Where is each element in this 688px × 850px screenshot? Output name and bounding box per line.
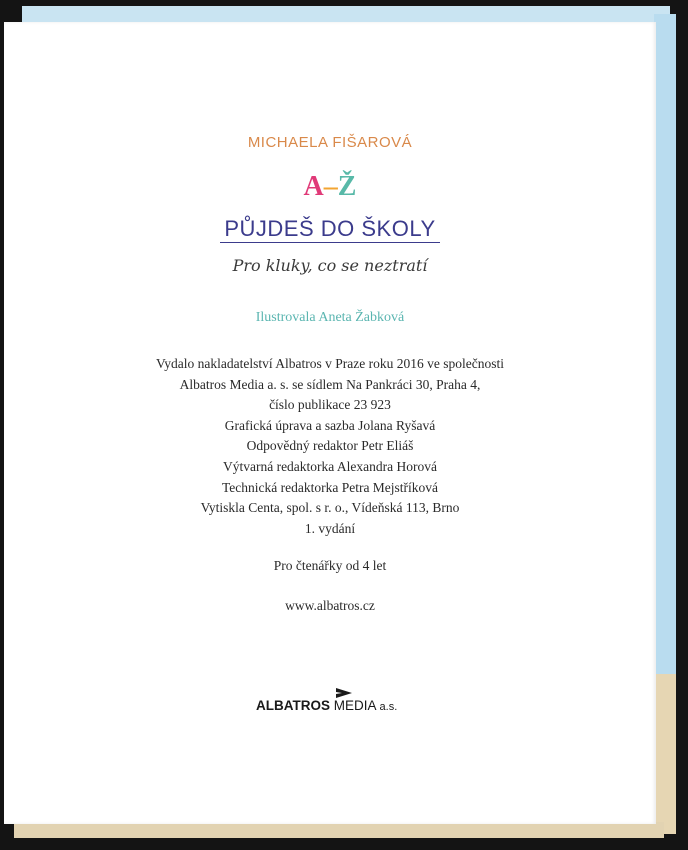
colophon-line: 1. vydání [304, 520, 356, 536]
colophon-line: Albatros Media a. s. se sídlem Na Pankráci 30, Praha 4, [179, 376, 481, 392]
publisher-name-bold: ALBATROS [256, 698, 330, 713]
book-title-text: PŮJDEŠ DO ŠKOLY [220, 216, 439, 243]
az-letter-z: Ž [337, 171, 357, 202]
colophon [4, 354, 656, 539]
colophon-line: číslo publikace 23 923 [269, 397, 391, 413]
az-letter-a: A [303, 171, 324, 202]
book-edge-bottom [14, 822, 664, 838]
book-subtitle: Pro kluky, co se neztratí [232, 256, 428, 275]
colophon-line: Odpovědný redaktor Petr Eliáš [246, 438, 414, 454]
publisher-name-media: MEDIA [333, 698, 376, 713]
colophon-line: Technická redaktorka Petra Mejstříková [221, 479, 439, 495]
publisher-name-as: a.s. [379, 701, 398, 713]
title-page [4, 22, 656, 824]
albatros-flag-icon [336, 688, 354, 698]
book-title [4, 216, 656, 242]
colophon-line: Vytiskla Centa, spol. s r. o., Vídeňská 113, Brno [200, 500, 460, 516]
colophon-line: Výtvarná redaktorka Alexandra Horová [222, 458, 438, 474]
website-link[interactable]: www.albatros.cz [285, 598, 375, 613]
book-edge-right [654, 14, 676, 674]
reader-age-note: Pro čtenářky od 4 let [273, 558, 387, 573]
publisher-name [256, 698, 397, 713]
illustrator-credit: Ilustrovala Aneta Žabková [255, 310, 405, 325]
colophon-line: Grafická úprava a sazba Jolana Ryšavá [224, 417, 436, 433]
colophon-line: Vydalo nakladatelství Albatros v Praze roku 2016 ve společnosti [156, 356, 504, 371]
publisher-logo [256, 688, 416, 718]
az-dash: – [323, 171, 338, 202]
book-edge-right-lower [654, 674, 676, 834]
author-name: MICHAELA FIŠAROVÁ [247, 134, 413, 151]
az-heading [4, 172, 656, 202]
